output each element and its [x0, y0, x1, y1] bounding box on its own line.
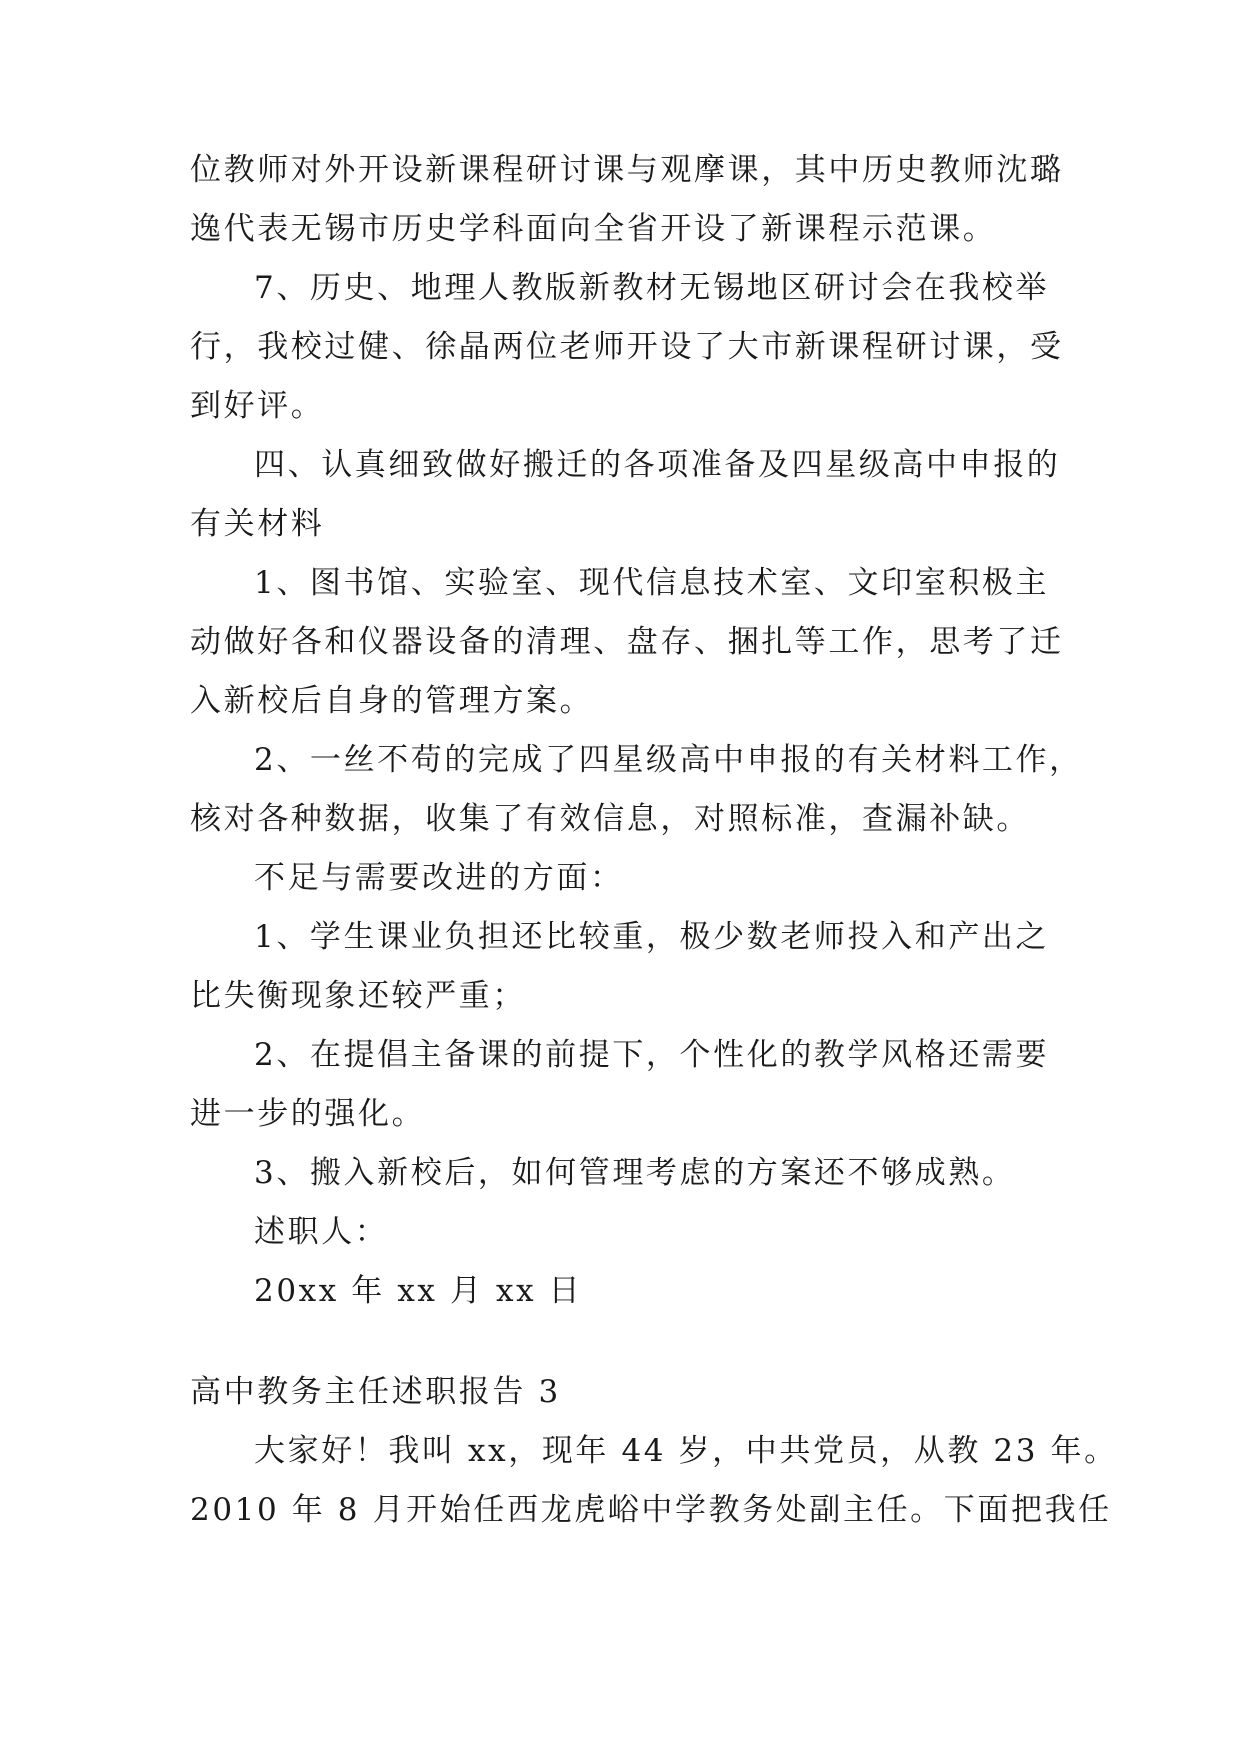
paragraph-line: 3、搬入新校后，如何管理考虑的方案还不够成熟。 [254, 1155, 1016, 1191]
report-title: 高中教务主任述职报告 3 [190, 1374, 561, 1410]
paragraph-line: 大家好！我叫 xx，现年 44 岁，中共党员，从教 23 年。 [254, 1433, 1118, 1469]
paragraph-line: 2、在提倡主备课的前提下，个性化的教学风格还需要 [254, 1037, 1050, 1073]
signature-label: 述职人： [254, 1214, 389, 1250]
section-heading-line: 有关材料 [190, 506, 325, 542]
paragraph-line: 逸代表无锡市历史学科面向全省开设了新课程示范课。 [190, 211, 997, 247]
paragraph-line: 不足与需要改进的方面： [254, 860, 624, 896]
paragraph-line: 入新校后自身的管理方案。 [190, 683, 594, 719]
paragraph-line: 行，我校过健、徐晶两位老师开设了大市新课程研讨课，受 [190, 329, 1064, 365]
paragraph-line: 比失衡现象还较严重； [190, 978, 526, 1014]
paragraph-line: 到好评。 [190, 388, 325, 424]
paragraph-line: 1、学生课业负担还比较重，极少数老师投入和产出之 [254, 919, 1050, 955]
paragraph-line: 进一步的强化。 [190, 1096, 426, 1132]
paragraph-line: 1、图书馆、实验室、现代信息技术室、文印室积极主 [254, 565, 1050, 601]
signature-date: 20xx 年 xx 月 xx 日 [254, 1273, 583, 1309]
paragraph-line: 动做好各和仪器设备的清理、盘存、捆扎等工作，思考了迁 [190, 624, 1064, 660]
paragraph-line: 位教师对外开设新课程研讨课与观摩课，其中历史教师沈璐 [190, 152, 1064, 188]
paragraph-line: 核对各种数据，收集了有效信息，对照标准，查漏补缺。 [190, 801, 1030, 837]
paragraph-line: 7、历史、地理人教版新教材无锡地区研讨会在我校举 [254, 270, 1050, 306]
paragraph-line: 2、一丝不苟的完成了四星级高中申报的有关材料工作， [254, 742, 1083, 778]
section-heading-line: 四、认真细致做好搬迁的各项准备及四星级高中申报的 [254, 447, 1061, 483]
paragraph-line: 2010 年 8 月开始任西龙虎峪中学教务处副主任。下面把我任 [190, 1492, 1112, 1528]
